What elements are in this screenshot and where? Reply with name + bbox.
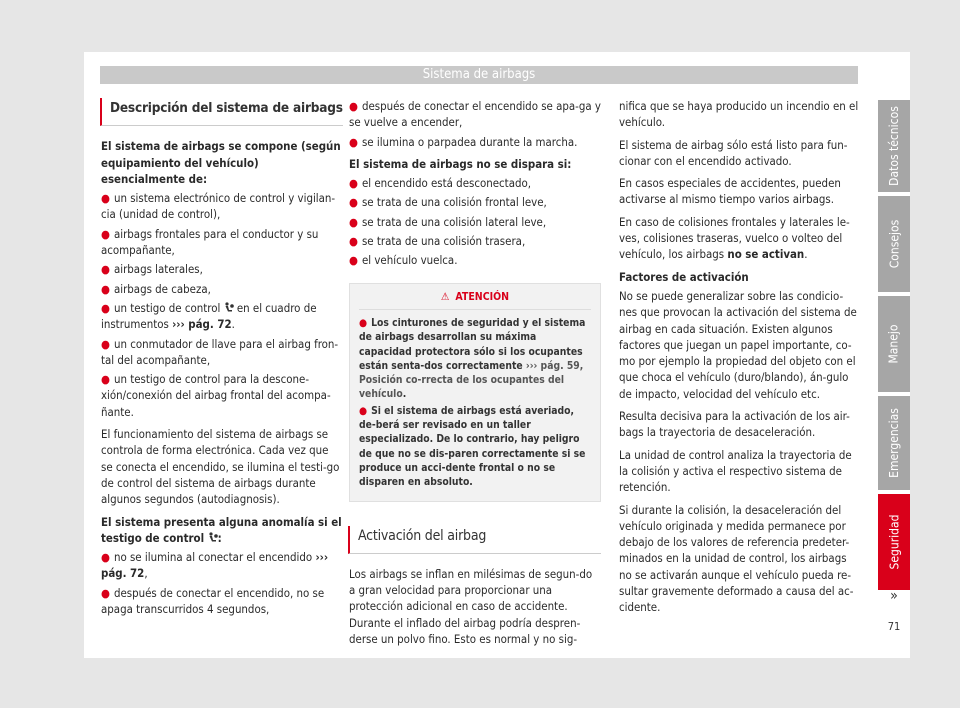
list-item: ● airbags laterales,: [101, 262, 203, 277]
section-heading-descripcion: Descripción del sistema de airbags: [100, 98, 343, 126]
list-item: ● después de conectar el encendido se apa-ga y se vuelve a encender,: [349, 99, 601, 130]
intro-text: El sistema de airbags se compone (según equipamiento del vehículo) esencialmente de:: [101, 139, 341, 186]
column-1: [101, 98, 343, 620]
continue-marker: »: [890, 588, 898, 604]
list-item: ● se trata de una colisión lateral leve,: [349, 214, 547, 229]
list-item: ● un testigo de control para la descone-xión/conexión del airbag frontal del acompa-ñante.: [101, 372, 331, 419]
list-item: ● airbags de cabeza,: [101, 281, 211, 296]
list-item: ● se ilumina o parpadea durante la marcha.: [349, 134, 578, 149]
page-ref-link[interactable]: ››› pág. 72: [101, 550, 329, 581]
paragraph: En casos especiales de accidentes, pueden activarse al mismo tiempo varios airbags.: [619, 176, 841, 207]
tab-consejos[interactable]: Consejos: [878, 196, 910, 292]
column-3: [619, 98, 859, 622]
airbag-warning-icon: [224, 302, 234, 313]
list-item: ● airbags frontales para el conductor y su acompañante,: [101, 226, 319, 258]
paragraph: La unidad de control analiza la trayectoria de la colisión y activa el respectivo sistema de retención.: [619, 447, 852, 495]
warning-triangle-icon: ⚠: [440, 290, 450, 303]
warning-title: ⚠ ATENCIÓN: [359, 290, 591, 310]
page-number: 71: [887, 620, 901, 633]
warning-item: ● Los cinturones de seguridad y el sistema de airbags desarrollan su máxima capacidad protectora sólo si los ocupantes están senta-dos correctamente ››› pág. 59, Posición co-rrecta de los ocupantes del vehículo.: [359, 316, 586, 401]
list-item: ● un testigo de control en el cuadro de instrumentos ››› pág. 72.: [101, 300, 317, 332]
list-item: ● un conmutador de llave para el airbag fron-tal del acompañante,: [101, 336, 339, 367]
warning-box: [349, 283, 601, 502]
tab-datos-tecnicos[interactable]: Datos técnicos: [878, 100, 910, 192]
list-item: ● se trata de una colisión trasera,: [349, 234, 526, 249]
paragraph: No se puede generalizar sobre las condicio-nes que provocan la activación del sistema de airbag en cada situación. Existen algunos factores que juegan un papel importante, co-mo por ejemplo la propiedad del objeto con el que choca el vehículo (duro/blando), án-gulo de impacto, velocidad del vehículo etc.: [619, 288, 857, 401]
warning-item: ● Si el sistema de airbags está averiado, de-berá ser revisado en un taller especializado. De lo contrario, hay peligro de que no se dis-paren correctamente si se produce un acci-dente frontal o no se disparen en absoluto.: [359, 404, 586, 489]
page-ref-link[interactable]: ››› pág. 59, Posición co-rrecta de los ocupantes del vehículo: [359, 359, 584, 401]
list-item: ● el encendido está desconectado,: [349, 176, 531, 191]
list-item: ● no se ilumina al conectar el encendido ››› pág. 72,: [101, 550, 329, 581]
list-item: ● se trata de una colisión frontal leve,: [349, 195, 547, 210]
paragraph: nifica que se haya producido un incendio en el vehículo.: [619, 99, 859, 130]
no-dispara-heading: El sistema de airbags no se dispara si:: [349, 156, 572, 171]
section-heading-activacion: Activación del airbag: [348, 526, 601, 554]
factores-heading: Factores de activación: [619, 269, 749, 284]
paragraph: El sistema de airbag sólo está listo para fun-cionar con el encendido activado.: [619, 137, 848, 168]
paragraph: En caso de colisiones frontales y laterales le-ves, colisiones traseras, vuelco o volteo del vehículo, los airbags no se activan.: [619, 214, 850, 262]
tab-manejo[interactable]: Manejo: [878, 296, 910, 392]
airbag-warning-icon: [208, 532, 218, 543]
paragraph: Resulta decisiva para la activación de los air-bags la trayectoria de desaceleración.: [619, 409, 850, 440]
column-2: [349, 98, 601, 653]
paragraph: Si durante la colisión, la desaceleración del vehículo originada y medida permanece por debajo de los valores de referencia predeter-minados en la unidad de control, los airbags no se activarán aunque el vehículo pueda re-sultar gravemente deformado a causa del ac-cidente.: [619, 502, 854, 615]
tab-emergencias[interactable]: Emergencias: [878, 396, 910, 490]
page-ref-link[interactable]: ››› pág. 72: [172, 317, 232, 332]
paragraph: El funcionamiento del sistema de airbags se controla de forma electrónica. Cada vez que se conecta el encendido, se ilumina el testi-go de control del sistema de airbags durante algunos segundos (autodiagnosis).: [101, 427, 340, 507]
paragraph: Los airbags se inflan en milésimas de segun-do a gran velocidad para proporcionar una protección adicional en caso de accidente. Durante el inflado del airbag podría despren-derse un polvo fino. Esto es normal y no sig-: [349, 566, 593, 647]
list-item: ● el vehículo vuelca.: [349, 253, 458, 268]
section-header: Sistema de airbags: [100, 66, 858, 84]
tab-seguridad[interactable]: Seguridad: [878, 494, 910, 590]
list-item: ● un sistema electrónico de control y vigilan-cia (unidad de control),: [101, 191, 336, 222]
anomaly-heading: El sistema presenta alguna anomalía si el testigo de control :: [101, 514, 342, 545]
list-item: ● después de conectar el encendido, no se apaga transcurridos 4 segundos,: [101, 585, 325, 617]
